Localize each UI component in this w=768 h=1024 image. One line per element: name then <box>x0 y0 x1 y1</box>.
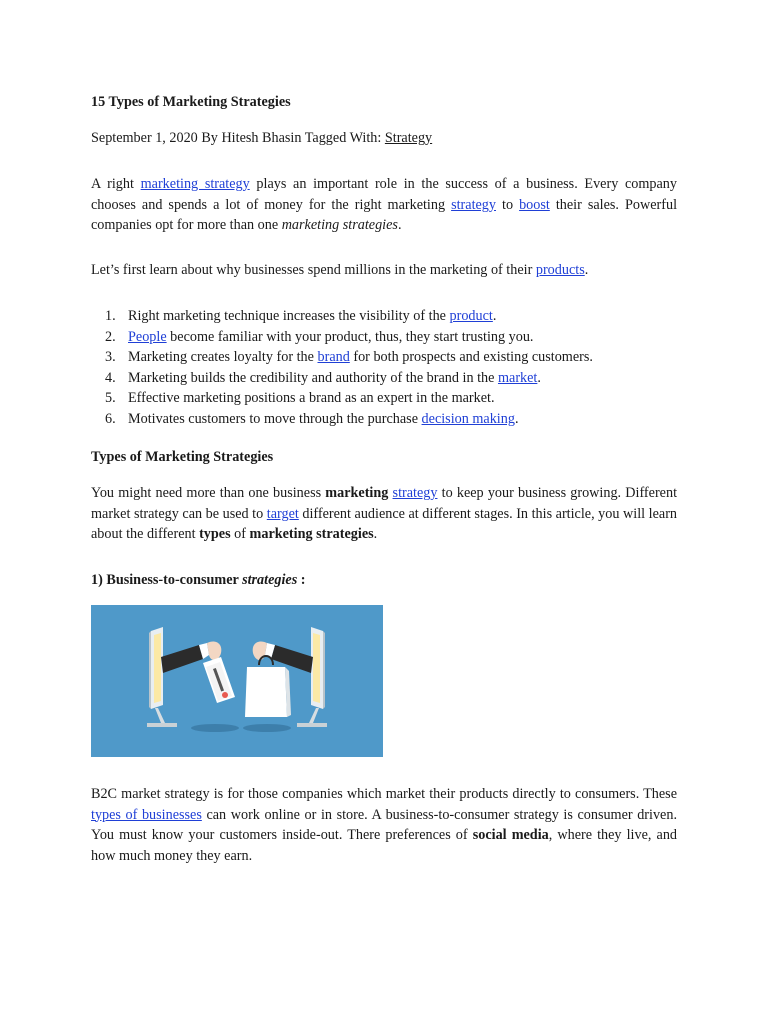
reasons-list <box>91 306 677 430</box>
intro-paragraph: A right marketing strategy plays an important role in the success of a business. Every company chooses and spends a lot of money for the right marketing strategy to boost their sales. Powerful companies opt for more than one marketing strategies. <box>91 176 678 234</box>
why-paragraph: Let’s first learn about why businesses spend millions in the marketing of their products. <box>91 262 589 278</box>
post-date: September 1, 2020 <box>91 130 198 146</box>
article-title: 15 Types of Marketing Strategies <box>91 94 291 110</box>
list-item: 3. Marketing creates loyalty for the brand for both prospects and existing customers. <box>105 349 593 366</box>
tag-link[interactable]: Strategy <box>384 130 433 146</box>
right-monitor-icon <box>297 627 327 727</box>
market-link[interactable]: market <box>497 369 538 386</box>
b2c-illustration-icon <box>91 605 383 757</box>
section-heading: Types of Marketing Strategies <box>91 449 274 465</box>
list-item: 1. Right marketing technique increases the visibility of the product. <box>105 308 497 324</box>
brand-link[interactable]: brand <box>317 349 350 366</box>
credit-card-icon <box>203 657 235 703</box>
b2c-paragraph: B2C market strategy is for those companies which market their products directly to consumers. These types of businesses can work online or in store. A business-to-consumer strategy is consumer driven. You must know your customers inside-out. There preferences of social media, where they live, and how much money they earn. <box>91 786 678 864</box>
author-name: Hitesh Bhasin <box>221 130 302 146</box>
list-item: 5. Effective marketing positions a brand as an expert in the market. <box>105 390 495 407</box>
people-link[interactable]: People <box>128 328 167 345</box>
list-item: 4. Marketing builds the credibility and authority of the brand in the market. <box>105 369 541 386</box>
marketing-strategy-link[interactable]: marketing strategy <box>140 176 250 192</box>
products-link[interactable]: products <box>535 262 585 278</box>
target-link[interactable]: target <box>266 505 299 522</box>
decision-making-link[interactable]: decision making <box>421 410 515 427</box>
list-item: 6. Motivates customers to move through the purchase decision making. <box>105 410 519 427</box>
product-link[interactable]: product <box>449 308 493 324</box>
b2c-illustration <box>91 605 383 757</box>
types-paragraph: You might need more than one business marketing strategy to keep your business growing. Different market strategy can be used to target different audience at different stages. In this article, you will learn about the different types of marketing strategies. <box>91 485 678 543</box>
left-monitor-icon <box>147 627 177 727</box>
shopping-bag-icon <box>245 656 291 717</box>
boost-link[interactable]: boost <box>519 196 550 213</box>
article-meta: September 1, 2020 By Hitesh Bhasin Tagged With: Strategy <box>91 130 433 146</box>
strategy-link[interactable]: strategy <box>451 196 496 213</box>
b2c-heading: 1) Business-to-consumer strategies : <box>91 572 306 588</box>
list-item: 2. People become familiar with your product, thus, they start trusting you. <box>105 328 534 345</box>
strategy-link-2[interactable]: strategy <box>392 485 438 501</box>
types-of-businesses-link[interactable]: types of businesses <box>91 806 202 823</box>
